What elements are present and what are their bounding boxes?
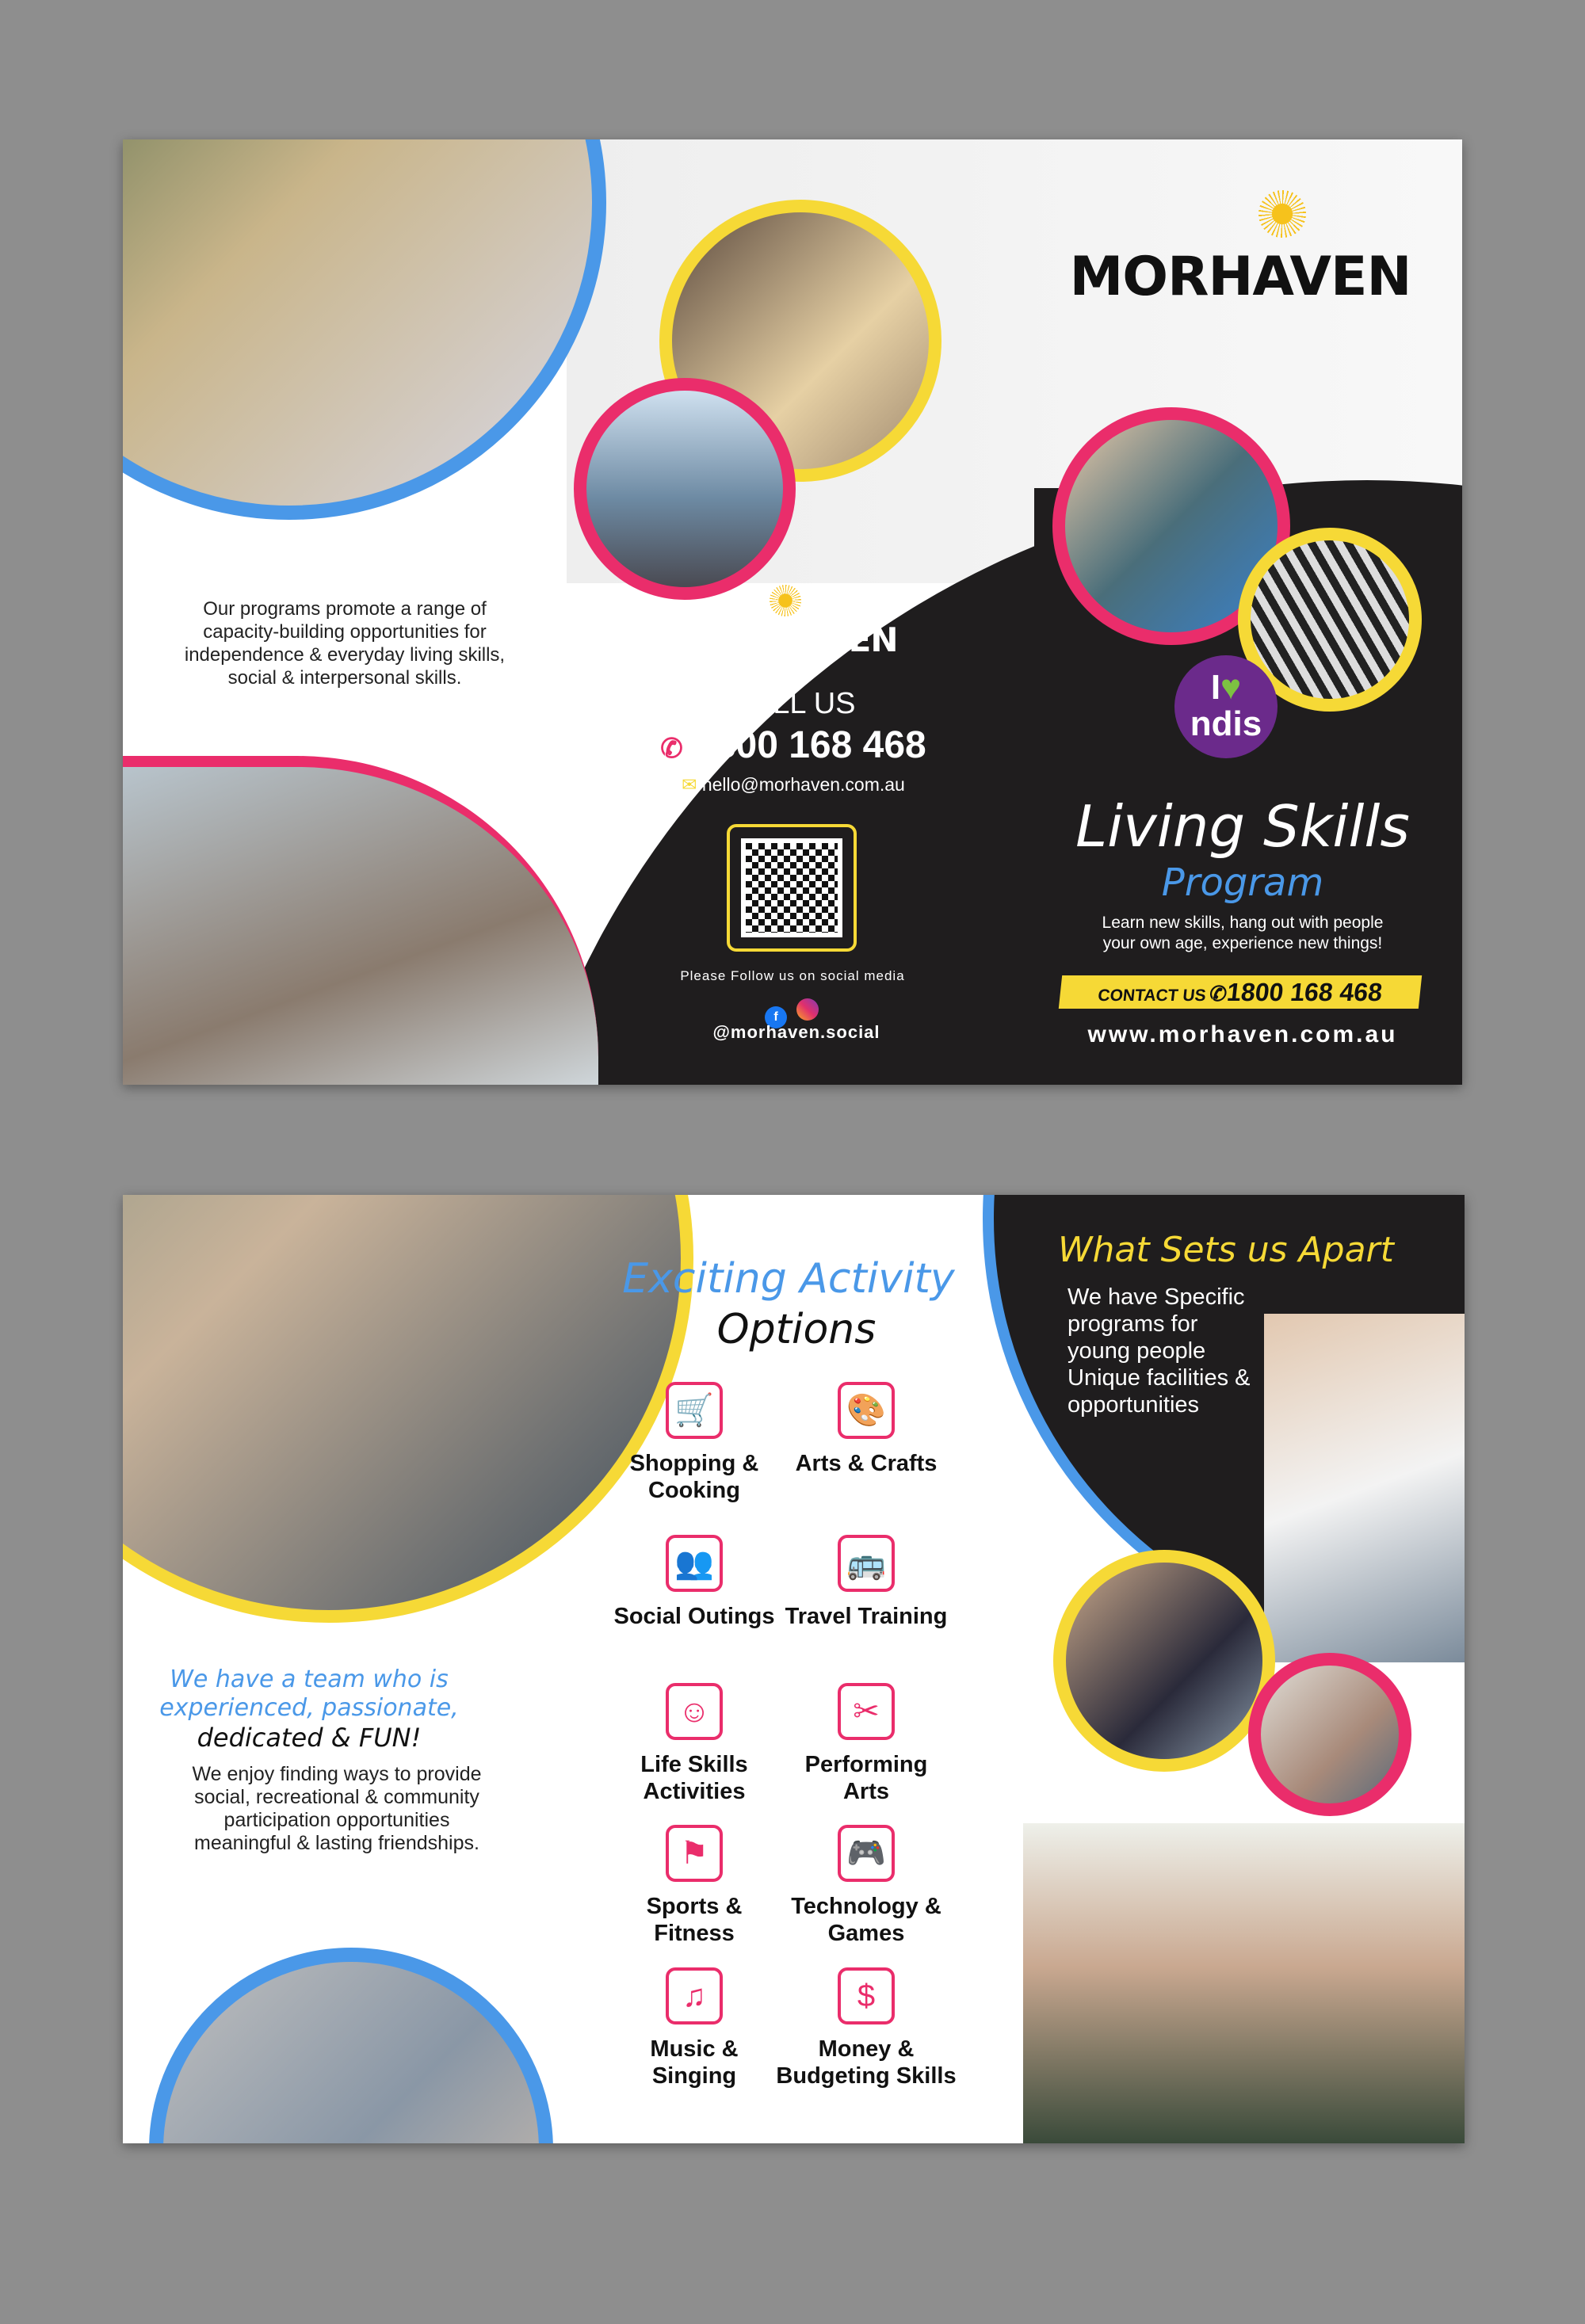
phone-icon: ✆ — [1208, 982, 1228, 1006]
photo-waterfront — [574, 378, 796, 600]
program-subtitle: Program — [1161, 861, 1324, 905]
activity-shopping-cooking: 🛒 Shopping & Cooking — [611, 1382, 777, 1504]
website-link[interactable]: www.morhaven.com.au — [1087, 1021, 1398, 1048]
social-handle[interactable]: @morhaven.social — [712, 1022, 880, 1042]
activity-performing-arts: ✂ Performing Arts — [783, 1683, 949, 1805]
intro-text: Our programs promote a range of capacity-building opportunities for independence & everyday living skills, social & interpersonal skills. — [184, 598, 506, 689]
growth-icon: ☺ — [666, 1683, 723, 1740]
activities-title-1: Exciting Activity — [622, 1255, 955, 1303]
phone-text: 1800 168 468 — [693, 724, 926, 766]
team-line-1: We have a team who is — [170, 1666, 449, 1693]
mail-icon: ✉ — [682, 774, 697, 795]
photo-cooking-boy — [1053, 1550, 1275, 1772]
phone-number[interactable] — [619, 724, 968, 770]
ndis-love: I♥ — [1210, 668, 1242, 707]
social-icon: 👥 — [666, 1535, 723, 1592]
bus-icon: 🚌 — [838, 1535, 895, 1592]
activity-life-skills: ☺ Life Skills Activities — [611, 1683, 777, 1805]
logo-center: MORHAVEN — [689, 620, 898, 659]
apart-text: We have Specific programs for young people Unique facilities & opportunities — [1067, 1284, 1251, 1418]
activity-social-outings: 👥 Social Outings — [611, 1535, 777, 1630]
activity-technology-games: 🎮 Technology & Games — [783, 1825, 949, 1947]
photo-beads — [149, 1948, 553, 2143]
music-icon: ♫ — [666, 1967, 723, 2024]
brochure-front — [123, 139, 1462, 1085]
photo-smoothie — [123, 139, 606, 520]
follow-text: Please Follow us on social media — [680, 968, 905, 983]
photo-crafts-table — [1248, 1653, 1411, 1816]
team-line-2: experienced, passionate, — [159, 1694, 459, 1722]
gamepad-icon: 🎮 — [838, 1825, 895, 1882]
heart-icon: ♥ — [1220, 668, 1242, 707]
sun-logo-icon — [770, 585, 801, 616]
team-line-3: dedicated & FUN! — [197, 1723, 422, 1753]
contact-label: CONTACT US — [1097, 986, 1207, 1005]
sun-logo-icon — [1258, 190, 1306, 238]
social-icons — [765, 998, 828, 1022]
phone-icon: ✆ — [660, 734, 683, 764]
qr-code[interactable] — [727, 824, 857, 952]
program-title: Living Skills — [1075, 793, 1410, 860]
easel-icon: 🎨 — [838, 1382, 895, 1439]
shopping-cart-icon: 🛒 — [666, 1382, 723, 1439]
program-description-2: your own age, experience new things! — [1102, 934, 1383, 952]
qr-pattern — [741, 838, 842, 937]
contact-banner[interactable] — [1059, 975, 1422, 1009]
performing-arts-icon: ✂ — [838, 1683, 895, 1740]
activity-arts-crafts: 🎨 Arts & Crafts — [783, 1382, 949, 1477]
activities-title-2: Options — [716, 1306, 877, 1353]
ndis-badge — [1174, 655, 1278, 758]
enjoy-text: We enjoy finding ways to provide social, recreational & community participation opportunities meaningful & lasting friendships. — [192, 1763, 482, 1854]
activity-travel-training: 🚌 Travel Training — [783, 1535, 949, 1630]
call-us-label: CALL US — [731, 687, 856, 720]
sports-icon: ⚑ — [666, 1825, 723, 1882]
contact-phone: 1800 168 468 — [1225, 978, 1384, 1006]
program-description-1: Learn new skills, hang out with people — [1102, 914, 1384, 932]
activity-money-budgeting: $ Money & Budgeting Skills — [767, 1967, 965, 2089]
photo-group — [1023, 1823, 1465, 2143]
ndis-text: ndis — [1190, 704, 1262, 743]
activity-music-singing: ♫ Music & Singing — [611, 1967, 777, 2089]
email-text: hello@morhaven.com.au — [701, 774, 905, 795]
instagram-icon[interactable] — [796, 998, 819, 1021]
apart-title: What Sets us Apart — [1058, 1230, 1394, 1270]
photo-group-kangaroo — [123, 756, 598, 1085]
logo-top: MORHAVEN — [1069, 246, 1411, 308]
facebook-icon[interactable]: f — [765, 1006, 787, 1028]
photo-smiling-girl — [1264, 1314, 1465, 1662]
activity-sports-fitness: ⚑ Sports & Fitness — [611, 1825, 777, 1947]
email-link[interactable] — [635, 773, 952, 796]
brochure-back — [123, 1195, 1465, 2143]
money-bag-icon: $ — [838, 1967, 895, 2024]
